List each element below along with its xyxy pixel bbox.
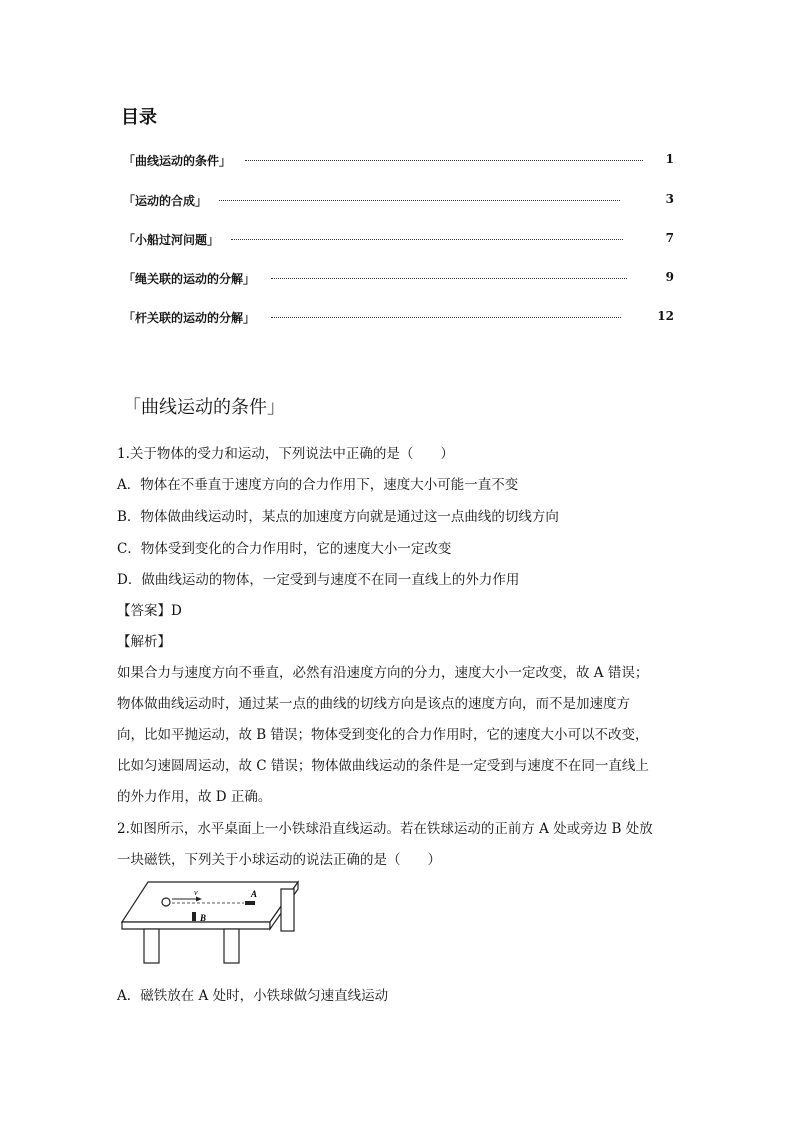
question-1-option-d: D．做曲线运动的物体，一定受到与速度不在同一直线上的外力作用 xyxy=(117,572,520,588)
section-title: 「曲线运动的条件」 xyxy=(123,397,285,418)
toc-entry-page: 12 xyxy=(657,309,674,323)
question-1-stem: 1.关于物体的受力和运动，下列说法中正确的是（ ） xyxy=(117,446,454,462)
question-2-stem: 2.如图所示，水平桌面上一小铁球沿直线运动。若在铁球运动的正前方 A 处或旁边 B 处放 xyxy=(117,821,653,837)
toc-entry-label[interactable]: 「小船过河问题」 xyxy=(123,233,220,247)
analysis-line: 比如匀速圆周运动，故 C 错误；物体做曲线运动的条件是一定受到与速度不在同一直线上 xyxy=(117,758,649,774)
toc-entry[interactable] xyxy=(123,192,674,210)
toc-entry-page: 7 xyxy=(665,231,674,245)
toc-leader-dots xyxy=(271,278,627,279)
table-edge xyxy=(122,922,270,929)
toc-entry-label[interactable]: 「曲线运动的条件」 xyxy=(123,154,232,168)
analysis-line: 物体做曲线运动时，通过某一点的曲线的切线方向是该点的速度方向，而不是加速度方 xyxy=(117,696,630,712)
iron-ball xyxy=(162,898,170,906)
table-leg xyxy=(281,889,294,931)
toc-leader-dots xyxy=(245,160,643,161)
toc-entry[interactable] xyxy=(123,152,674,170)
question-2-stem: 一块磁铁，下列关于小球运动的说法正确的是（ ） xyxy=(117,852,441,868)
table-top xyxy=(122,882,298,922)
question-1-option-a: A．物体在不垂直于速度方向的合力作用下，速度大小可能一直不变 xyxy=(117,477,519,493)
toc-entry-label[interactable]: 「绳关联的运动的分解」 xyxy=(123,272,256,286)
velocity-label: v xyxy=(194,888,198,897)
magnet-b xyxy=(192,912,196,921)
magnet-b-label: B xyxy=(200,913,207,923)
analysis-label: 【解析】 xyxy=(117,634,171,650)
toc-entry-page: 1 xyxy=(665,152,674,166)
toc-leader-dots xyxy=(271,317,621,318)
question-1-option-b: B．物体做曲线运动时，某点的加速度方向就是通过这一点曲线的切线方向 xyxy=(117,509,559,525)
toc-leader-dots xyxy=(219,200,620,201)
toc-entry-label[interactable]: 「杆关联的运动的分解」 xyxy=(123,311,256,325)
toc-entry-page: 9 xyxy=(665,270,674,284)
table-magnet-figure xyxy=(120,876,302,968)
toc-title: 目录 xyxy=(121,107,157,128)
answer-label: 【答案】D xyxy=(117,603,182,619)
question-1-option-c: C．物体受到变化的合力作用时，它的速度大小一定改变 xyxy=(117,541,452,557)
question-2-option-a: A．磁铁放在 A 处时，小铁球做匀速直线运动 xyxy=(117,988,389,1004)
magnet-a xyxy=(245,901,255,905)
table-leg xyxy=(224,929,239,963)
table-leg xyxy=(144,929,159,963)
toc-entry[interactable] xyxy=(123,309,674,327)
toc-leader-dots xyxy=(231,239,623,240)
analysis-line: 如果合力与速度方向不垂直，必然有沿速度方向的分力，速度大小一定改变，故 A 错误； xyxy=(117,665,649,681)
toc-entry-label[interactable]: 「运动的合成」 xyxy=(123,194,208,208)
toc-entry-page: 3 xyxy=(665,192,674,206)
toc-entry[interactable] xyxy=(123,231,674,249)
analysis-line: 向，比如平抛运动，故 B 错误；物体受到变化的合力作用时，它的速度大小可以不改变， xyxy=(117,727,649,743)
toc-entry[interactable] xyxy=(123,270,674,288)
magnet-a-label: A xyxy=(251,889,258,899)
analysis-line: 的外力作用，故 D 正确。 xyxy=(117,789,272,805)
